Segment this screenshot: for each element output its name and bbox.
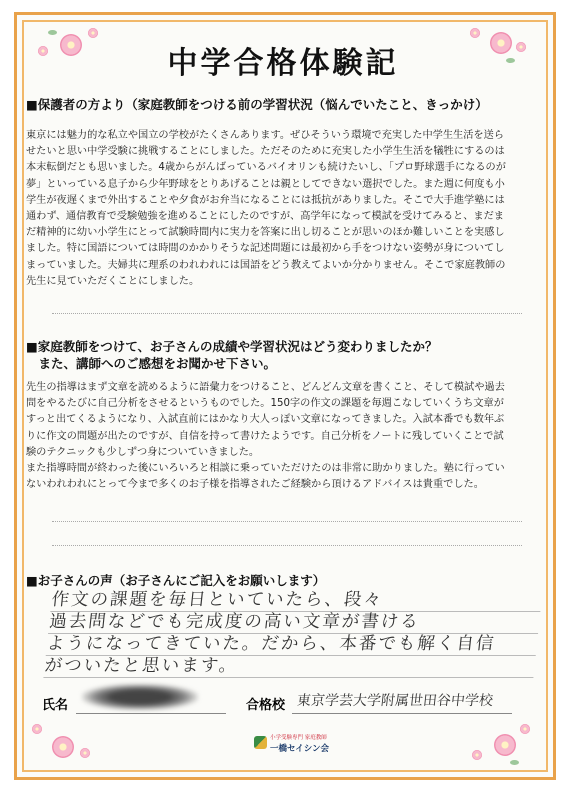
text-line: ました。特に国語については時間のかかりそうな記述問題には最初から手をつけない姿勢が身についてし (26, 243, 505, 255)
text-line: 先生の指導はまず文章を読めるように語彙力をつけること、どんどん文章を書くこと、そして模試や過去 (26, 382, 505, 393)
flower-decoration-icon (520, 724, 530, 734)
text-line: 学生が夜遅くまで外出することや夕食がお弁当になることには抵抗がありました。そこで大手進学塾には (26, 194, 505, 206)
handwritten-student-comment (43, 590, 542, 678)
text-line: だ精神的に幼い小学生にとって試験時間内に実力を答案に出し切ることが思いのほか難しいことを実感し (26, 227, 505, 239)
name-label: 氏名 (42, 698, 69, 713)
text-line: 夢」といっている息子から少年野球をとりあげることは親としてできない選択でした。また週に何度も小 (26, 178, 505, 190)
dotted-rule (52, 521, 522, 522)
school-value: 東京学芸大学附属世田谷中学校 (296, 693, 494, 709)
handwritten-line: ようになってきていた。だから、本番でも解く自信 (46, 634, 538, 656)
logo-name: 一橋セイシン会 (270, 744, 330, 754)
section-body-after-tutor (26, 380, 530, 493)
flower-decoration-icon (80, 748, 90, 758)
heading-line: また、講師へのご感想をお聞かせ下さい。 (26, 356, 277, 371)
section-heading-parent-before: ■保護者の方より（家庭教師をつける前の学習状況（悩んでいたこと、きっかけ） (26, 97, 488, 112)
heading-line: ■家庭教師をつけて、お子さんの成績や学習状況はどう変わりましたか？ (26, 339, 438, 354)
handwritten-line: 過去問などでも完成度の高い文章が書ける (48, 612, 540, 634)
text-line: 問をやるたびに自己分析をさせるというものでした。150字の作文の課題を毎週こなしていくうち文章が (26, 398, 504, 410)
handwritten-line: がついたと思います。 (43, 656, 535, 678)
school-underline (292, 713, 512, 714)
text-line: まっていました。夫婦共に理系のわれわれには国語をどう教えてよいか分かりません。そこで家庭教師の (26, 259, 506, 271)
text-line: せたいと思い中学受験に挑戦することにしました。ただそのために充実した小学生生活を犠牲にするのは (26, 146, 505, 158)
text-line: ないわれわれにとって今まで多くのお子様を指導されたご経験から頂けるアドバイスは貴重でした。 (26, 479, 484, 491)
text-line: また指導時間が終わった後にいろいろと相談に乗っていただけたのは非常に助かりました。塾に行ってい (26, 463, 505, 475)
text-line: 本末転倒だとも思いました。4歳からがんばっているバイオリンも続けたいし、「プロ野球選手になるのが (26, 162, 506, 174)
logo-mark-icon (254, 736, 267, 749)
text-line: りに作文の問題が出たのですが、自信を持って書けたようです。自己分析をノートに残していくことで試 (26, 430, 504, 442)
logo-tagline: 小学受験専門 家庭教師 (270, 735, 327, 741)
company-logo (250, 733, 346, 761)
flower-decoration-icon (494, 734, 516, 756)
name-underline (76, 713, 226, 714)
dotted-rule (52, 313, 522, 314)
dotted-rule (52, 545, 522, 546)
flower-decoration-icon (32, 724, 42, 734)
leaf-decoration-icon (48, 30, 57, 35)
text-line: 先生に見ていただくことにしました。 (26, 275, 200, 287)
flower-decoration-icon (470, 28, 480, 38)
section-heading-after-tutor (26, 338, 438, 372)
flower-decoration-icon (52, 736, 74, 758)
section-body-parent-before (26, 128, 530, 290)
handwritten-line: 作文の課題を毎日といていたら、段々 (50, 590, 542, 612)
text-line: 通わず、通信教育で受験勉強を進めることにしたのですが、高学年になって模試を受けてみると、まだま (26, 211, 504, 223)
text-line: 東京には魅力的な私立や国立の学校がたくさんあります。ぜひそういう環境で充実した中学生生活を送ら (26, 130, 504, 141)
redacted-name (82, 684, 198, 710)
school-label: 合格校 (246, 698, 286, 713)
flower-decoration-icon (472, 750, 482, 760)
page-title: 中学合格体験記 (167, 46, 399, 81)
text-line: 験のテクニックも少しずつ身についていきました。 (26, 446, 260, 458)
leaf-decoration-icon (510, 760, 519, 765)
text-line: すっと出てくるようになり、入試直前にはかなり大人っぽい文章になってきました。入試本番でも数年ぶ (26, 414, 505, 426)
section-heading-student-voice: ■お子さんの声（お子さんにご記入をお願いします） (26, 573, 326, 588)
flower-decoration-icon (88, 28, 98, 38)
